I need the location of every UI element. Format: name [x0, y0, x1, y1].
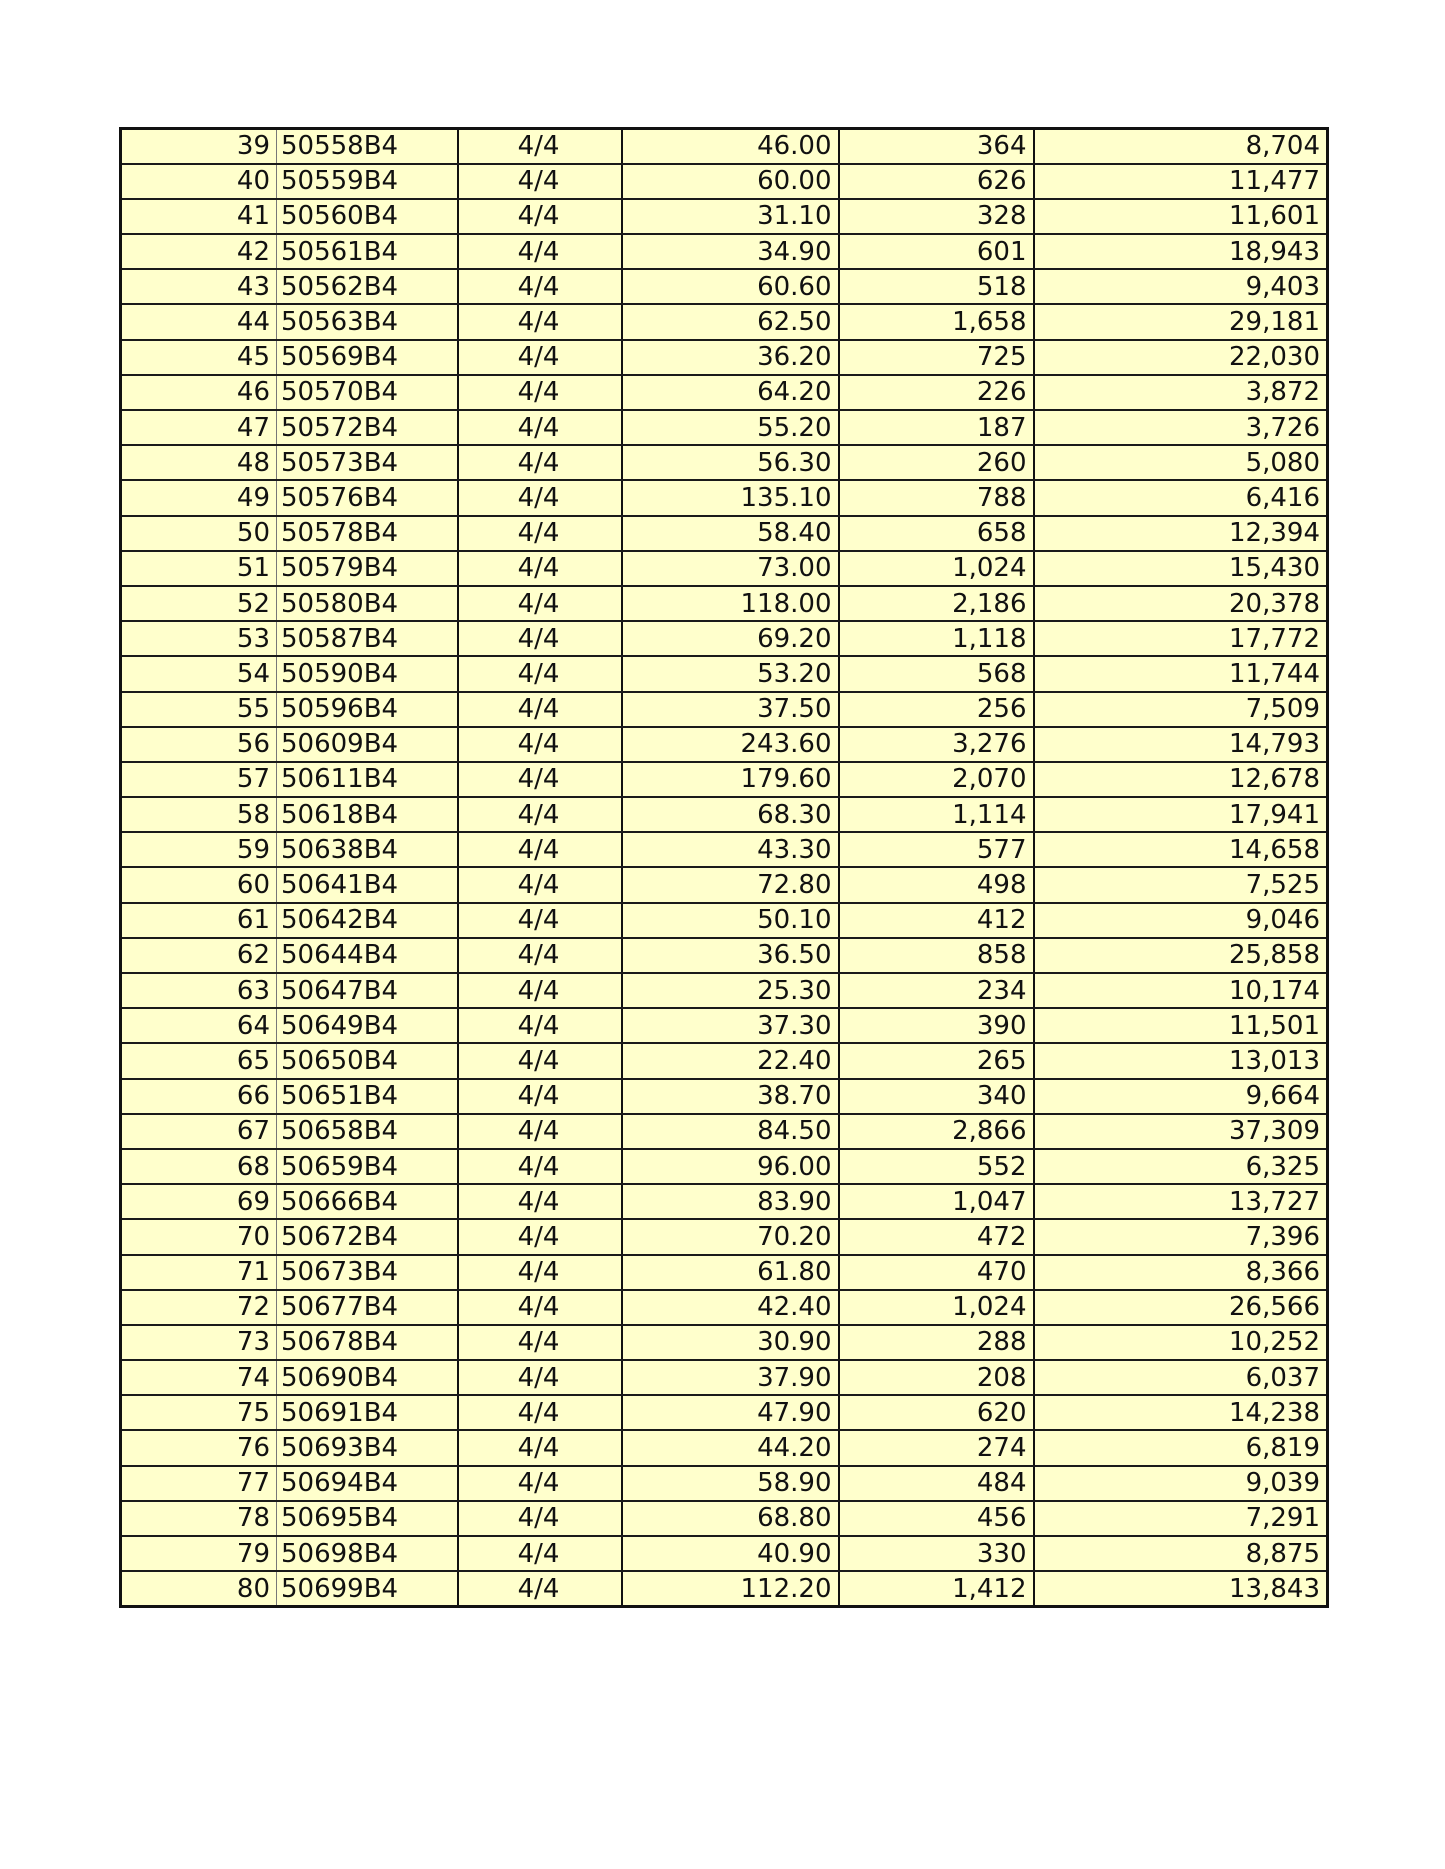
value-a-cell: 31.10: [622, 199, 839, 234]
value-b-cell: 456: [839, 1501, 1034, 1536]
table-row: [121, 1255, 1328, 1290]
table-row: [121, 1395, 1328, 1430]
fraction-cell: 4/4: [458, 1079, 622, 1114]
value-c-cell: 6,416: [1034, 480, 1328, 515]
value-c-cell: 25,858: [1034, 938, 1328, 973]
value-a-cell: 62.50: [622, 304, 839, 339]
value-c-cell: 18,943: [1034, 234, 1328, 269]
value-b-cell: 2,070: [839, 762, 1034, 797]
fraction-cell: 4/4: [458, 797, 622, 832]
value-c-cell: 9,046: [1034, 903, 1328, 938]
value-c-cell: 11,601: [1034, 199, 1328, 234]
id-cell: 50618B4: [277, 797, 458, 832]
table-row: [121, 1571, 1328, 1606]
value-b-cell: 328: [839, 199, 1034, 234]
row-number-cell: 79: [121, 1536, 277, 1571]
value-c-cell: 13,013: [1034, 1043, 1328, 1078]
value-b-cell: 330: [839, 1536, 1034, 1571]
value-a-cell: 44.20: [622, 1430, 839, 1465]
id-cell: 50690B4: [277, 1360, 458, 1395]
id-cell: 50609B4: [277, 727, 458, 762]
value-c-cell: 10,174: [1034, 973, 1328, 1008]
value-a-cell: 37.50: [622, 692, 839, 727]
value-c-cell: 7,396: [1034, 1219, 1328, 1254]
id-cell: 50563B4: [277, 304, 458, 339]
fraction-cell: 4/4: [458, 164, 622, 199]
table-row: [121, 832, 1328, 867]
table-row: [121, 164, 1328, 199]
table-row: [121, 727, 1328, 762]
value-c-cell: 8,704: [1034, 129, 1328, 164]
value-a-cell: 43.30: [622, 832, 839, 867]
fraction-cell: 4/4: [458, 480, 622, 515]
row-number-cell: 58: [121, 797, 277, 832]
value-a-cell: 58.40: [622, 516, 839, 551]
value-b-cell: 858: [839, 938, 1034, 973]
id-cell: 50658B4: [277, 1114, 458, 1149]
value-b-cell: 1,024: [839, 1290, 1034, 1325]
id-cell: 50558B4: [277, 129, 458, 164]
fraction-cell: 4/4: [458, 1430, 622, 1465]
id-cell: 50576B4: [277, 480, 458, 515]
value-b-cell: 498: [839, 867, 1034, 902]
fraction-cell: 4/4: [458, 938, 622, 973]
row-number-cell: 40: [121, 164, 277, 199]
table-row: [121, 973, 1328, 1008]
table-row: [121, 199, 1328, 234]
table-row: [121, 480, 1328, 515]
value-c-cell: 6,037: [1034, 1360, 1328, 1395]
row-number-cell: 51: [121, 551, 277, 586]
row-number-cell: 80: [121, 1571, 277, 1606]
table-row: [121, 1360, 1328, 1395]
table-row: [121, 1501, 1328, 1536]
fraction-cell: 4/4: [458, 410, 622, 445]
value-a-cell: 118.00: [622, 586, 839, 621]
row-number-cell: 46: [121, 375, 277, 410]
id-cell: 50695B4: [277, 1501, 458, 1536]
table-row: [121, 304, 1328, 339]
value-c-cell: 13,843: [1034, 1571, 1328, 1606]
value-a-cell: 84.50: [622, 1114, 839, 1149]
table-row: [121, 445, 1328, 480]
value-b-cell: 1,047: [839, 1184, 1034, 1219]
row-number-cell: 41: [121, 199, 277, 234]
row-number-cell: 63: [121, 973, 277, 1008]
value-a-cell: 96.00: [622, 1149, 839, 1184]
value-b-cell: 412: [839, 903, 1034, 938]
value-c-cell: 12,394: [1034, 516, 1328, 551]
value-c-cell: 6,325: [1034, 1149, 1328, 1184]
fraction-cell: 4/4: [458, 1571, 622, 1606]
table-row: [121, 340, 1328, 375]
row-number-cell: 56: [121, 727, 277, 762]
value-c-cell: 17,772: [1034, 621, 1328, 656]
value-b-cell: 1,412: [839, 1571, 1034, 1606]
value-a-cell: 70.20: [622, 1219, 839, 1254]
table-row: [121, 867, 1328, 902]
fraction-cell: 4/4: [458, 1360, 622, 1395]
row-number-cell: 73: [121, 1325, 277, 1360]
value-a-cell: 135.10: [622, 480, 839, 515]
id-cell: 50638B4: [277, 832, 458, 867]
row-number-cell: 43: [121, 269, 277, 304]
value-b-cell: 1,024: [839, 551, 1034, 586]
value-c-cell: 13,727: [1034, 1184, 1328, 1219]
fraction-cell: 4/4: [458, 340, 622, 375]
id-cell: 50572B4: [277, 410, 458, 445]
value-c-cell: 7,525: [1034, 867, 1328, 902]
row-number-cell: 47: [121, 410, 277, 445]
value-c-cell: 11,744: [1034, 656, 1328, 691]
value-a-cell: 53.20: [622, 656, 839, 691]
id-cell: 50678B4: [277, 1325, 458, 1360]
fraction-cell: 4/4: [458, 375, 622, 410]
fraction-cell: 4/4: [458, 1395, 622, 1430]
fraction-cell: 4/4: [458, 727, 622, 762]
row-number-cell: 53: [121, 621, 277, 656]
row-number-cell: 57: [121, 762, 277, 797]
value-c-cell: 8,875: [1034, 1536, 1328, 1571]
row-number-cell: 62: [121, 938, 277, 973]
id-cell: 50659B4: [277, 1149, 458, 1184]
value-c-cell: 8,366: [1034, 1255, 1328, 1290]
table-row: [121, 410, 1328, 445]
table-row: [121, 797, 1328, 832]
row-number-cell: 66: [121, 1079, 277, 1114]
table-row: [121, 234, 1328, 269]
fraction-cell: 4/4: [458, 1325, 622, 1360]
value-b-cell: 472: [839, 1219, 1034, 1254]
value-b-cell: 568: [839, 656, 1034, 691]
value-c-cell: 17,941: [1034, 797, 1328, 832]
id-cell: 50573B4: [277, 445, 458, 480]
row-number-cell: 50: [121, 516, 277, 551]
value-c-cell: 10,252: [1034, 1325, 1328, 1360]
value-c-cell: 37,309: [1034, 1114, 1328, 1149]
row-number-cell: 68: [121, 1149, 277, 1184]
value-c-cell: 9,664: [1034, 1079, 1328, 1114]
table-row: [121, 375, 1328, 410]
value-a-cell: 72.80: [622, 867, 839, 902]
row-number-cell: 75: [121, 1395, 277, 1430]
value-c-cell: 14,793: [1034, 727, 1328, 762]
value-a-cell: 64.20: [622, 375, 839, 410]
fraction-cell: 4/4: [458, 973, 622, 1008]
fraction-cell: 4/4: [458, 1466, 622, 1501]
fraction-cell: 4/4: [458, 1008, 622, 1043]
fraction-cell: 4/4: [458, 1149, 622, 1184]
fraction-cell: 4/4: [458, 586, 622, 621]
fraction-cell: 4/4: [458, 1501, 622, 1536]
value-b-cell: 601: [839, 234, 1034, 269]
value-b-cell: 390: [839, 1008, 1034, 1043]
row-number-cell: 60: [121, 867, 277, 902]
value-b-cell: 658: [839, 516, 1034, 551]
value-b-cell: 577: [839, 832, 1034, 867]
id-cell: 50569B4: [277, 340, 458, 375]
value-a-cell: 68.80: [622, 1501, 839, 1536]
table-row: [121, 1114, 1328, 1149]
id-cell: 50611B4: [277, 762, 458, 797]
value-c-cell: 11,501: [1034, 1008, 1328, 1043]
id-cell: 50672B4: [277, 1219, 458, 1254]
fraction-cell: 4/4: [458, 832, 622, 867]
fraction-cell: 4/4: [458, 762, 622, 797]
value-a-cell: 69.20: [622, 621, 839, 656]
value-a-cell: 179.60: [622, 762, 839, 797]
value-a-cell: 73.00: [622, 551, 839, 586]
row-number-cell: 76: [121, 1430, 277, 1465]
fraction-cell: 4/4: [458, 1114, 622, 1149]
table-row: [121, 586, 1328, 621]
fraction-cell: 4/4: [458, 1536, 622, 1571]
value-c-cell: 12,678: [1034, 762, 1328, 797]
id-cell: 50677B4: [277, 1290, 458, 1325]
value-b-cell: 1,658: [839, 304, 1034, 339]
table-row: [121, 1149, 1328, 1184]
value-b-cell: 256: [839, 692, 1034, 727]
id-cell: 50698B4: [277, 1536, 458, 1571]
fraction-cell: 4/4: [458, 1184, 622, 1219]
id-cell: 50559B4: [277, 164, 458, 199]
table-row: [121, 516, 1328, 551]
value-a-cell: 60.00: [622, 164, 839, 199]
row-number-cell: 71: [121, 1255, 277, 1290]
value-b-cell: 620: [839, 1395, 1034, 1430]
value-c-cell: 20,378: [1034, 586, 1328, 621]
table-row: [121, 551, 1328, 586]
value-c-cell: 26,566: [1034, 1290, 1328, 1325]
value-b-cell: 187: [839, 410, 1034, 445]
row-number-cell: 59: [121, 832, 277, 867]
row-number-cell: 48: [121, 445, 277, 480]
id-cell: 50590B4: [277, 656, 458, 691]
id-cell: 50642B4: [277, 903, 458, 938]
id-cell: 50580B4: [277, 586, 458, 621]
value-a-cell: 36.50: [622, 938, 839, 973]
id-cell: 50649B4: [277, 1008, 458, 1043]
row-number-cell: 39: [121, 129, 277, 164]
value-c-cell: 14,238: [1034, 1395, 1328, 1430]
id-cell: 50587B4: [277, 621, 458, 656]
id-cell: 50561B4: [277, 234, 458, 269]
table-row: [121, 1325, 1328, 1360]
fraction-cell: 4/4: [458, 867, 622, 902]
id-cell: 50570B4: [277, 375, 458, 410]
value-a-cell: 42.40: [622, 1290, 839, 1325]
fraction-cell: 4/4: [458, 1219, 622, 1254]
id-cell: 50694B4: [277, 1466, 458, 1501]
value-b-cell: 340: [839, 1079, 1034, 1114]
table-row: [121, 1466, 1328, 1501]
table-row: [121, 1536, 1328, 1571]
value-b-cell: 234: [839, 973, 1034, 1008]
table-body: [121, 129, 1328, 1607]
id-cell: 50644B4: [277, 938, 458, 973]
row-number-cell: 54: [121, 656, 277, 691]
value-a-cell: 46.00: [622, 129, 839, 164]
row-number-cell: 52: [121, 586, 277, 621]
value-a-cell: 83.90: [622, 1184, 839, 1219]
value-a-cell: 37.30: [622, 1008, 839, 1043]
value-a-cell: 30.90: [622, 1325, 839, 1360]
id-cell: 50693B4: [277, 1430, 458, 1465]
row-number-cell: 64: [121, 1008, 277, 1043]
row-number-cell: 65: [121, 1043, 277, 1078]
row-number-cell: 69: [121, 1184, 277, 1219]
value-b-cell: 626: [839, 164, 1034, 199]
id-cell: 50699B4: [277, 1571, 458, 1606]
fraction-cell: 4/4: [458, 621, 622, 656]
value-a-cell: 38.70: [622, 1079, 839, 1114]
value-b-cell: 274: [839, 1430, 1034, 1465]
value-b-cell: 470: [839, 1255, 1034, 1290]
fraction-cell: 4/4: [458, 1290, 622, 1325]
table-row: [121, 762, 1328, 797]
id-cell: 50691B4: [277, 1395, 458, 1430]
value-a-cell: 22.40: [622, 1043, 839, 1078]
value-c-cell: 7,509: [1034, 692, 1328, 727]
table-row: [121, 269, 1328, 304]
id-cell: 50651B4: [277, 1079, 458, 1114]
row-number-cell: 42: [121, 234, 277, 269]
value-a-cell: 40.90: [622, 1536, 839, 1571]
table-row: [121, 1008, 1328, 1043]
value-c-cell: 3,726: [1034, 410, 1328, 445]
value-c-cell: 3,872: [1034, 375, 1328, 410]
value-c-cell: 22,030: [1034, 340, 1328, 375]
value-b-cell: 788: [839, 480, 1034, 515]
value-a-cell: 25.30: [622, 973, 839, 1008]
value-b-cell: 1,114: [839, 797, 1034, 832]
fraction-cell: 4/4: [458, 551, 622, 586]
value-a-cell: 60.60: [622, 269, 839, 304]
fraction-cell: 4/4: [458, 445, 622, 480]
value-b-cell: 226: [839, 375, 1034, 410]
id-cell: 50578B4: [277, 516, 458, 551]
value-b-cell: 552: [839, 1149, 1034, 1184]
fraction-cell: 4/4: [458, 129, 622, 164]
value-a-cell: 112.20: [622, 1571, 839, 1606]
value-a-cell: 47.90: [622, 1395, 839, 1430]
table-row: [121, 1043, 1328, 1078]
value-a-cell: 68.30: [622, 797, 839, 832]
value-c-cell: 11,477: [1034, 164, 1328, 199]
value-a-cell: 58.90: [622, 1466, 839, 1501]
fraction-cell: 4/4: [458, 269, 622, 304]
table-row: [121, 903, 1328, 938]
id-cell: 50647B4: [277, 973, 458, 1008]
table-row: [121, 938, 1328, 973]
id-cell: 50641B4: [277, 867, 458, 902]
value-a-cell: 34.90: [622, 234, 839, 269]
value-c-cell: 9,403: [1034, 269, 1328, 304]
table-row: [121, 1184, 1328, 1219]
table-row: [121, 1430, 1328, 1465]
value-a-cell: 36.20: [622, 340, 839, 375]
value-b-cell: 260: [839, 445, 1034, 480]
row-number-cell: 72: [121, 1290, 277, 1325]
value-c-cell: 29,181: [1034, 304, 1328, 339]
fraction-cell: 4/4: [458, 199, 622, 234]
value-a-cell: 61.80: [622, 1255, 839, 1290]
row-number-cell: 55: [121, 692, 277, 727]
value-b-cell: 484: [839, 1466, 1034, 1501]
fraction-cell: 4/4: [458, 234, 622, 269]
value-c-cell: 9,039: [1034, 1466, 1328, 1501]
fraction-cell: 4/4: [458, 692, 622, 727]
value-a-cell: 50.10: [622, 903, 839, 938]
value-b-cell: 518: [839, 269, 1034, 304]
table-row: [121, 1219, 1328, 1254]
row-number-cell: 49: [121, 480, 277, 515]
table-row: [121, 129, 1328, 164]
value-a-cell: 37.90: [622, 1360, 839, 1395]
fraction-cell: 4/4: [458, 1043, 622, 1078]
table-row: [121, 1290, 1328, 1325]
value-b-cell: 2,866: [839, 1114, 1034, 1149]
row-number-cell: 74: [121, 1360, 277, 1395]
fraction-cell: 4/4: [458, 1255, 622, 1290]
id-cell: 50650B4: [277, 1043, 458, 1078]
value-b-cell: 1,118: [839, 621, 1034, 656]
id-cell: 50596B4: [277, 692, 458, 727]
value-b-cell: 725: [839, 340, 1034, 375]
row-number-cell: 77: [121, 1466, 277, 1501]
value-b-cell: 364: [839, 129, 1034, 164]
row-number-cell: 45: [121, 340, 277, 375]
fraction-cell: 4/4: [458, 304, 622, 339]
id-cell: 50560B4: [277, 199, 458, 234]
fraction-cell: 4/4: [458, 656, 622, 691]
table-row: [121, 1079, 1328, 1114]
id-cell: 50579B4: [277, 551, 458, 586]
value-b-cell: 265: [839, 1043, 1034, 1078]
table-row: [121, 621, 1328, 656]
value-a-cell: 243.60: [622, 727, 839, 762]
value-c-cell: 7,291: [1034, 1501, 1328, 1536]
value-c-cell: 14,658: [1034, 832, 1328, 867]
row-number-cell: 61: [121, 903, 277, 938]
row-number-cell: 78: [121, 1501, 277, 1536]
id-cell: 50666B4: [277, 1184, 458, 1219]
value-c-cell: 5,080: [1034, 445, 1328, 480]
id-cell: 50673B4: [277, 1255, 458, 1290]
fraction-cell: 4/4: [458, 903, 622, 938]
fraction-cell: 4/4: [458, 516, 622, 551]
value-b-cell: 208: [839, 1360, 1034, 1395]
value-b-cell: 288: [839, 1325, 1034, 1360]
table-row: [121, 656, 1328, 691]
row-number-cell: 67: [121, 1114, 277, 1149]
value-a-cell: 56.30: [622, 445, 839, 480]
value-b-cell: 2,186: [839, 586, 1034, 621]
value-c-cell: 6,819: [1034, 1430, 1328, 1465]
value-b-cell: 3,276: [839, 727, 1034, 762]
value-c-cell: 15,430: [1034, 551, 1328, 586]
row-number-cell: 70: [121, 1219, 277, 1254]
id-cell: 50562B4: [277, 269, 458, 304]
row-number-cell: 44: [121, 304, 277, 339]
value-a-cell: 55.20: [622, 410, 839, 445]
data-table: [119, 127, 1329, 1608]
table-row: [121, 692, 1328, 727]
